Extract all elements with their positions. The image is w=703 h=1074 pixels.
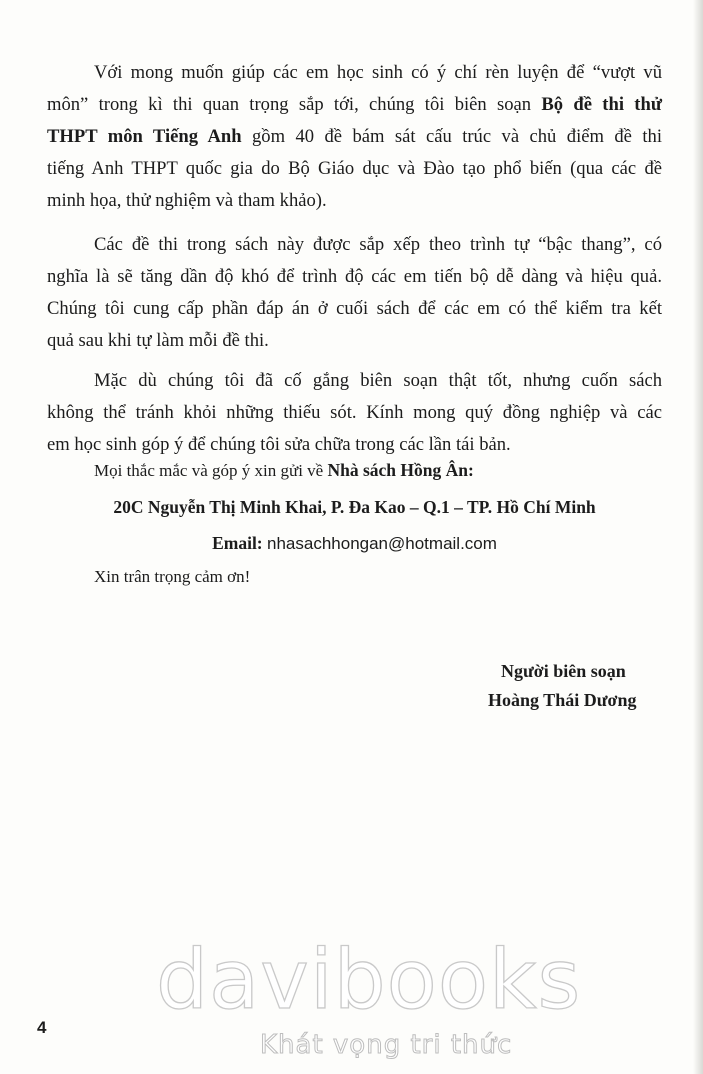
- intro-line-1: Với mong muốn giúp các em học sinh có ý chí rèn luyện để “vượt vũ: [94, 62, 662, 83]
- signature-name: Hoàng Thái Dương: [488, 690, 637, 710]
- publisher-name: Nhà sách Hồng Ân:: [327, 460, 474, 480]
- intro-line-4: tiếng Anh THPT quốc gia do Bộ Giáo dục và Đào tạo phổ biến (qua các đề: [47, 158, 662, 179]
- publisher-address: 20C Nguyễn Thị Minh Khai, P. Đa Kao – Q.1 – TP. Hồ Chí Minh: [113, 497, 596, 517]
- intro-line-3: [47, 121, 662, 153]
- structure-paragraph: [47, 229, 662, 357]
- apology-line-3: em học sinh góp ý để chúng tôi sửa chữa trong các lần tái bản.: [47, 434, 511, 455]
- intro-paragraph: [47, 57, 662, 217]
- contact-intro: [94, 460, 474, 481]
- email-label: Email:: [212, 533, 263, 553]
- intro-line-5: minh họa, thử nghiệm và tham khảo).: [47, 190, 327, 211]
- book-title-part-1: Bộ đề thi thử: [541, 94, 662, 115]
- page-edge: [693, 0, 703, 1074]
- intro-line-2: [47, 89, 662, 121]
- watermark-brand-logo: davibooks: [156, 933, 582, 1028]
- book-title-part-2: THPT môn Tiếng Anh: [47, 126, 242, 147]
- intro-line-2-text: môn” trong kì thi quan trọng sắp tới, chúng tôi biên soạn: [47, 94, 542, 115]
- email-address: nhasachhongan@hotmail.com: [267, 534, 497, 553]
- contact-intro-text: Mọi thắc mắc và góp ý xin gửi về: [94, 461, 328, 480]
- structure-line-4: quả sau khi tự làm mỗi đề thi.: [47, 330, 269, 351]
- structure-line-2: nghĩa là sẽ tăng dần độ khó để trình độ các em tiến bộ dễ dàng và hiệu quả.: [47, 266, 662, 287]
- page-number: 4: [37, 1018, 47, 1037]
- apology-line-2: không thể tránh khỏi những thiếu sót. Kính mong quý đồng nghiệp và các: [47, 402, 662, 423]
- structure-line-3: Chúng tôi cung cấp phần đáp án ở cuối sách để các em có thể kiểm tra kết: [47, 298, 662, 319]
- email-line: [47, 533, 662, 554]
- signature-role: Người biên soạn: [501, 661, 626, 681]
- closing-line: Xin trân trọng cảm ơn!: [94, 567, 251, 586]
- structure-line-1: Các đề thi trong sách này được sắp xếp theo trình tự “bậc thang”, có: [94, 234, 662, 255]
- apology-paragraph: [47, 365, 662, 461]
- intro-line-3-text: gồm 40 đề bám sát cấu trúc và chủ điểm đề thi: [241, 126, 662, 147]
- watermark-slogan: Khát vọng tri thức: [260, 1030, 513, 1060]
- apology-line-1: Mặc dù chúng tôi đã cố gắng biên soạn thật tốt, nhưng cuốn sách: [94, 370, 662, 391]
